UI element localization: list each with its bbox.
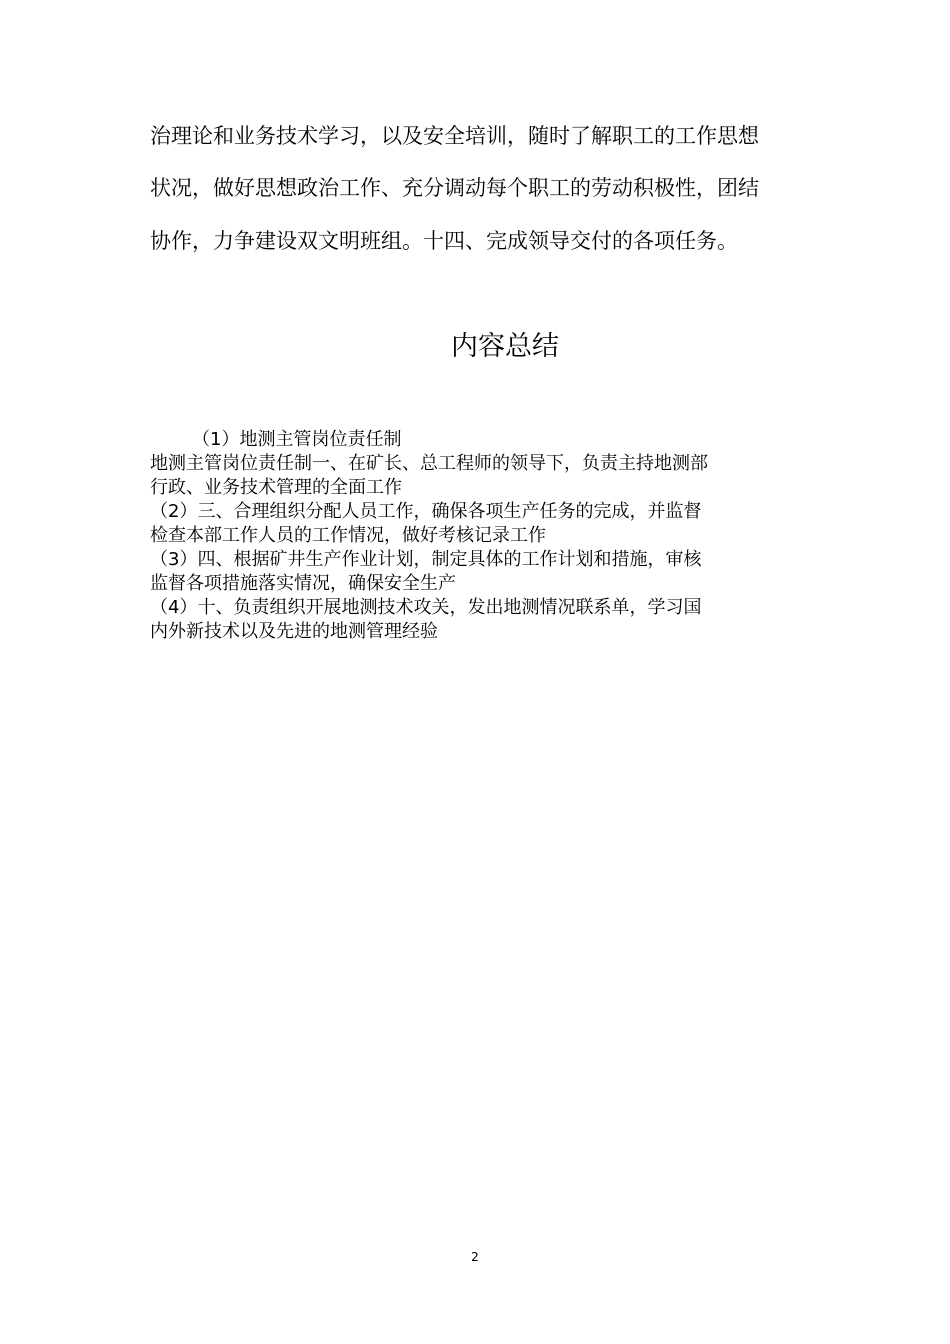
body-line: 状况，做好思想政治工作、充分调动每个职工的劳动积极性，团结 xyxy=(150,176,759,200)
summary-line: （3）四、根据矿井生产作业计划，制定具体的工作计划和措施，审核 xyxy=(150,549,702,570)
summary-line: 行政、业务技术管理的全面工作 xyxy=(150,477,402,498)
summary-title: 内容总结 xyxy=(451,331,559,362)
page-number: 2 xyxy=(471,1250,479,1264)
summary-section xyxy=(150,428,708,644)
summary-line: 地测主管岗位责任制一、在矿长、总工程师的领导下，负责主持地测部 xyxy=(150,453,708,474)
summary-line: （2）三、合理组织分配人员工作，确保各项生产任务的完成，并监督 xyxy=(150,501,702,522)
summary-line: 监督各项措施落实情况，确保安全生产 xyxy=(150,573,456,594)
body-line: 协作，力争建设双文明班组。十四、完成领导交付的各项任务。 xyxy=(150,229,738,253)
summary-line: （1）地测主管岗位责任制 xyxy=(192,429,402,450)
summary-line: （4）十、负责组织开展地测技术攻关，发出地测情况联系单，学习国 xyxy=(150,597,702,618)
summary-line: 检查本部工作人员的工作情况，做好考核记录工作 xyxy=(150,525,546,546)
body-line: 治理论和业务技术学习，以及安全培训，随时了解职工的工作思想 xyxy=(150,124,759,148)
summary-line: 内外新技术以及先进的地测管理经验 xyxy=(150,621,438,642)
